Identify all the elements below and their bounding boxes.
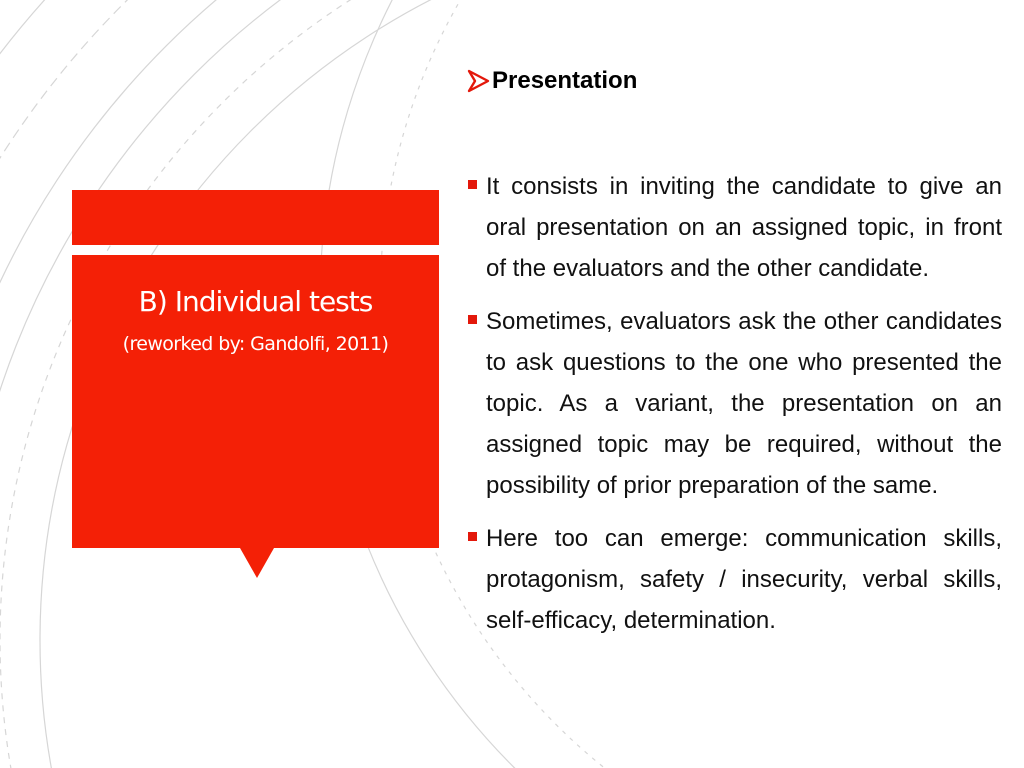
red-header-bar — [72, 190, 439, 245]
list-item — [466, 518, 1002, 641]
box-pointer — [240, 548, 274, 578]
list-item-text: Sometimes, evaluators ask the other candidates to ask questions to the one who presented the topic. As a variant, the presentation on an assigned topic may be required, without the possibility of prior preparation of the same. — [486, 308, 1002, 499]
slide-heading-text: Presentation — [492, 67, 638, 94]
square-bullet-icon — [468, 532, 477, 541]
square-bullet-icon — [468, 180, 477, 189]
square-bullet-icon — [468, 315, 477, 324]
slide-heading — [466, 64, 637, 98]
bullet-list — [466, 166, 1002, 653]
arrowhead-icon — [466, 69, 490, 93]
section-title: B) Individual tests — [138, 285, 373, 318]
list-item — [466, 166, 1002, 289]
section-subtitle: (reworked by: Gandolfi, 2011) — [122, 333, 389, 355]
list-item — [466, 301, 1002, 506]
list-item-text: Here too can emerge: communication skills, protagonism, safety / insecurity, verbal skills, self-efficacy, determination. — [486, 525, 1002, 634]
list-item-text: It consists in inviting the candidate to give an oral presentation on an assigned topic, in front of the evaluators and the other candidate. — [486, 173, 1002, 282]
section-title-box — [72, 255, 439, 548]
